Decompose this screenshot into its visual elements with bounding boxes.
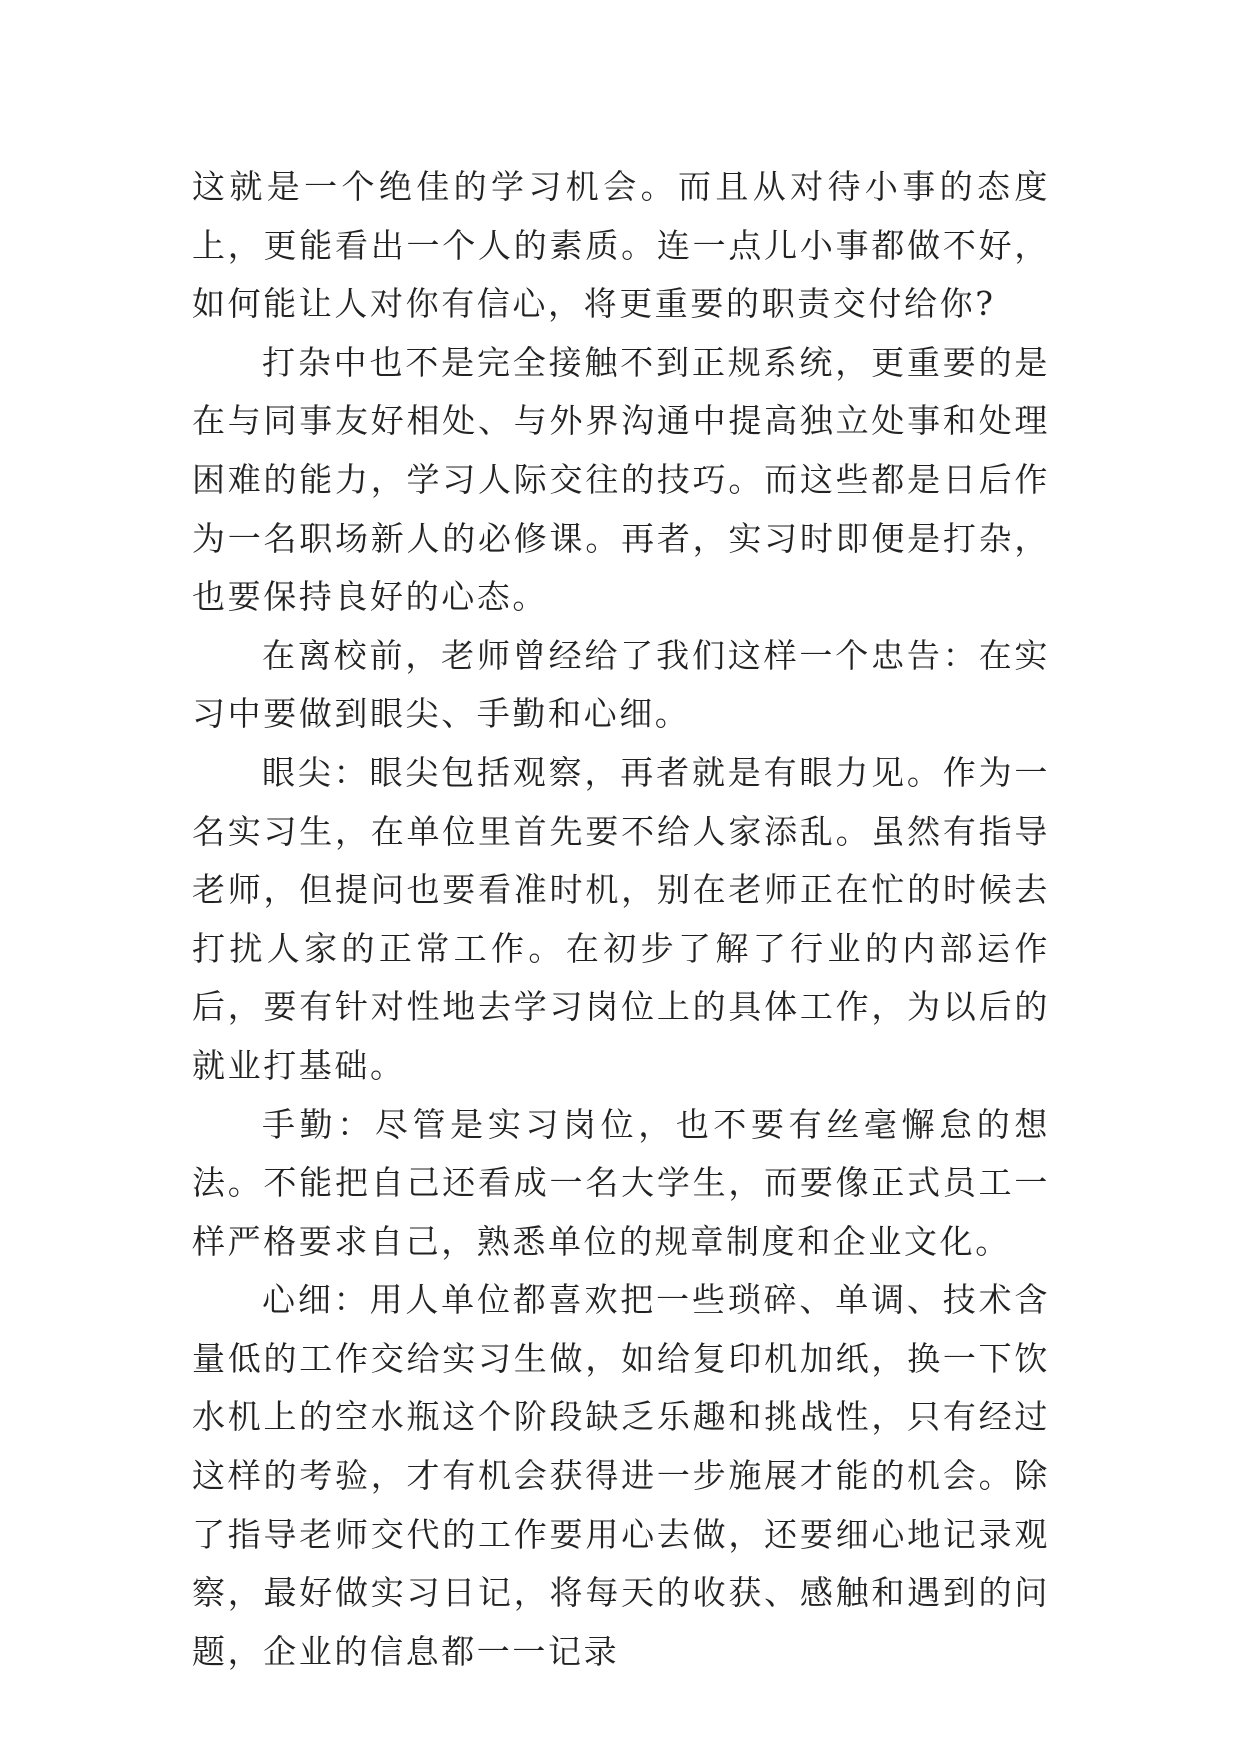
paragraph-1: 这就是一个绝佳的学习机会。而且从对待小事的态度上，更能看出一个人的素质。连一点儿小事都做不好，如何能让人对你有信心，将更重要的职责交付给你? — [192, 167, 1050, 324]
paragraph-4: 眼尖：眼尖包括观察，再者就是有眼力见。作为一名实习生，在单位里首先要不给人家添乱。虽然有指导老师，但提问也要看准时机，别在老师正在忙的时候去打扰人家的正常工作。在初步了解了行业的内部运作后，要有针对性地去学习岗位上的具体工作，为以后的就业打基础。 — [192, 752, 1050, 1085]
paragraph-5: 手勤：尽管是实习岗位，也不要有丝毫懈怠的想法。不能把自己还看成一名大学生，而要像正式员工一样严格要求自己，熟悉单位的规章制度和企业文化。 — [192, 1104, 1050, 1261]
paragraph-3: 在离校前，老师曾经给了我们这样一个忠告：在实习中要做到眼尖、手勤和心细。 — [192, 635, 1050, 734]
document-body — [192, 158, 1050, 1681]
paragraph-6: 心细：用人单位都喜欢把一些琐碎、单调、技术含量低的工作交给实习生做，如给复印机加纸，换一下饮水机上的空水瓶这个阶段缺乏乐趣和挑战性，只有经过这样的考验，才有机会获得进一步施展才能的机会。除了指导老师交代的工作要用心去做，还要细心地记录观察，最好做实习日记，将每天的收获、感触和遇到的问题，企业的信息都一一记录 — [192, 1280, 1050, 1671]
paragraph-2: 打杂中也不是完全接触不到正规系统，更重要的是在与同事友好相处、与外界沟通中提高独立处事和处理困难的能力，学习人际交往的技巧。而这些都是日后作为一名职场新人的必修课。再者，实习时即便是打杂，也要保持良好的心态。 — [192, 342, 1050, 617]
